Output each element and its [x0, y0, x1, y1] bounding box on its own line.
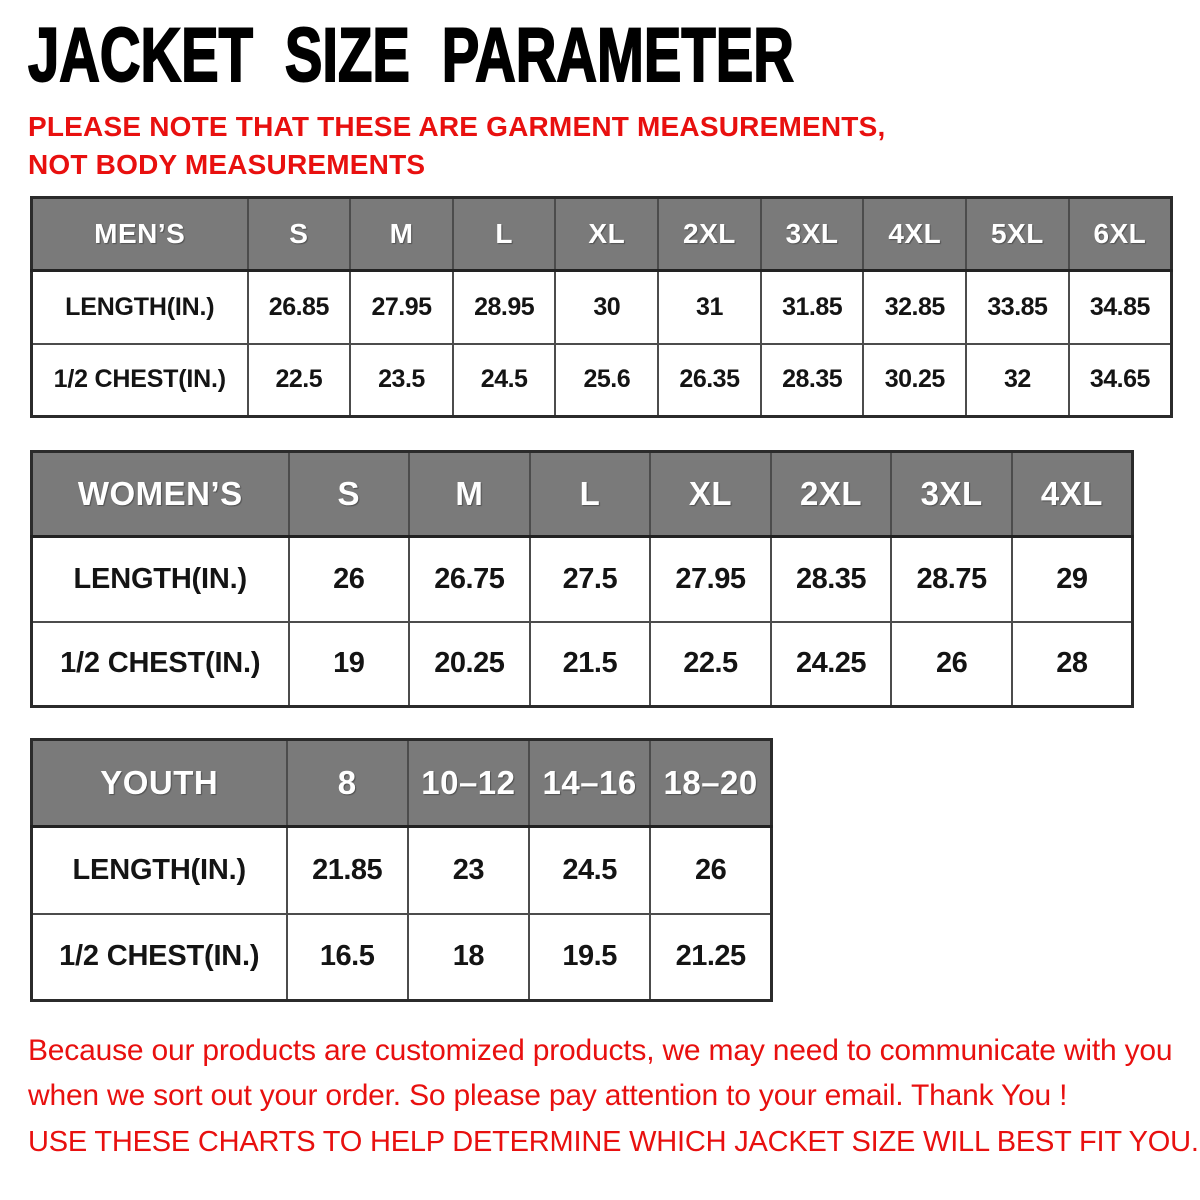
mens-measurement-cell: 30: [555, 271, 658, 344]
mens-measurement-cell: 22.5: [248, 344, 351, 417]
mens-measurement-cell: 32.85: [863, 271, 966, 344]
mens-measurement-cell: 25.6: [555, 344, 658, 417]
mens-measurement-cell: 31: [658, 271, 761, 344]
youth-group-title: YOUTH: [32, 740, 287, 827]
mens-size-header-cell: 4XL: [863, 198, 966, 271]
youth-measurement-cell: 18: [408, 914, 529, 1001]
youth-measurement-cell: 16.5: [287, 914, 408, 1001]
mens-size-header-cell: 6XL: [1069, 198, 1172, 271]
youth-size-header-cell: 14–16: [529, 740, 650, 827]
womens-measurement-cell: 19: [289, 622, 410, 707]
youth-measurement-cell: 26: [650, 827, 771, 914]
mens-size-header-cell: XL: [555, 198, 658, 271]
youth-measurement-cell: 23: [408, 827, 529, 914]
womens-size-header-cell: S: [289, 452, 410, 537]
mens-measurement-cell: 34.65: [1069, 344, 1172, 417]
womens-measurement-cell: 28: [1012, 622, 1133, 707]
mens-size-table: [30, 196, 1173, 418]
mens-size-header-cell: 5XL: [966, 198, 1069, 271]
womens-measurement-cell: 28.75: [891, 537, 1012, 622]
mens-measurement-cell: 31.85: [761, 271, 864, 344]
mens-measurement-cell: 28.95: [453, 271, 556, 344]
womens-row-label-cell: 1/2 CHEST(IN.): [32, 622, 289, 707]
youth-size-header-cell: 10–12: [408, 740, 529, 827]
youth-data-row: [32, 914, 772, 1001]
mens-measurement-cell: 32: [966, 344, 1069, 417]
womens-measurement-cell: 24.25: [771, 622, 892, 707]
mens-size-header-cell: S: [248, 198, 351, 271]
mens-size-header-cell: 2XL: [658, 198, 761, 271]
youth-size-header-cell: 18–20: [650, 740, 771, 827]
mens-measurement-cell: 30.25: [863, 344, 966, 417]
womens-header-row: [32, 452, 1133, 537]
womens-data-row: [32, 622, 1133, 707]
garment-measurement-note: PLEASE NOTE THAT THESE ARE GARMENT MEASUREMENTS, NOT BODY MEASUREMENTS: [28, 111, 886, 180]
womens-measurement-cell: 26: [289, 537, 410, 622]
mens-size-header-cell: 3XL: [761, 198, 864, 271]
youth-data-row: [32, 827, 772, 914]
mens-table: [30, 196, 1173, 418]
mens-data-row: [32, 271, 1172, 344]
mens-measurement-cell: 26.85: [248, 271, 351, 344]
mens-size-header-cell: M: [350, 198, 453, 271]
womens-group-title: WOMEN’S: [32, 452, 289, 537]
womens-size-header-cell: L: [530, 452, 651, 537]
youth-measurement-cell: 21.25: [650, 914, 771, 1001]
youth-measurement-cell: 24.5: [529, 827, 650, 914]
mens-measurement-cell: 34.85: [1069, 271, 1172, 344]
womens-measurement-cell: 22.5: [650, 622, 771, 707]
womens-measurement-cell: 21.5: [530, 622, 651, 707]
youth-row-label-cell: 1/2 CHEST(IN.): [32, 914, 287, 1001]
youth-measurement-cell: 19.5: [529, 914, 650, 1001]
womens-measurement-cell: 27.5: [530, 537, 651, 622]
womens-size-header-cell: 2XL: [771, 452, 892, 537]
womens-measurement-cell: 29: [1012, 537, 1133, 622]
youth-measurement-cell: 21.85: [287, 827, 408, 914]
mens-row-label-cell: 1/2 CHEST(IN.): [32, 344, 248, 417]
mens-data-row: [32, 344, 1172, 417]
mens-group-title: MEN’S: [32, 198, 248, 271]
custom-order-notice: Because our products are customized products, we may need to communicate with you when we sort out your order. So please pay attention to your email. Thank You !: [28, 1034, 1173, 1112]
womens-data-row: [32, 537, 1133, 622]
womens-measurement-cell: 20.25: [409, 622, 530, 707]
womens-size-header-cell: M: [409, 452, 530, 537]
womens-measurement-cell: 27.95: [650, 537, 771, 622]
mens-header-row: [32, 198, 1172, 271]
mens-measurement-cell: 27.95: [350, 271, 453, 344]
fit-advice-line: USE THESE CHARTS TO HELP DETERMINE WHICH JACKET SIZE WILL BEST FIT YOU.: [28, 1126, 1199, 1158]
youth-size-header-cell: 8: [287, 740, 408, 827]
womens-size-header-cell: 3XL: [891, 452, 1012, 537]
womens-row-label-cell: LENGTH(IN.): [32, 537, 289, 622]
mens-measurement-cell: 28.35: [761, 344, 864, 417]
mens-row-label-cell: LENGTH(IN.): [32, 271, 248, 344]
mens-measurement-cell: 23.5: [350, 344, 453, 417]
page-title: JACKET SIZE PARAMETER: [28, 13, 794, 98]
womens-measurement-cell: 28.35: [771, 537, 892, 622]
youth-row-label-cell: LENGTH(IN.): [32, 827, 287, 914]
youth-header-row: [32, 740, 772, 827]
mens-measurement-cell: 33.85: [966, 271, 1069, 344]
mens-measurement-cell: 26.35: [658, 344, 761, 417]
mens-measurement-cell: 24.5: [453, 344, 556, 417]
womens-size-table: [30, 450, 1134, 708]
womens-size-header-cell: 4XL: [1012, 452, 1133, 537]
youth-table: [30, 738, 773, 1002]
womens-measurement-cell: 26: [891, 622, 1012, 707]
youth-size-table: [30, 738, 773, 1002]
womens-size-header-cell: XL: [650, 452, 771, 537]
mens-size-header-cell: L: [453, 198, 556, 271]
womens-table: [30, 450, 1134, 708]
womens-measurement-cell: 26.75: [409, 537, 530, 622]
